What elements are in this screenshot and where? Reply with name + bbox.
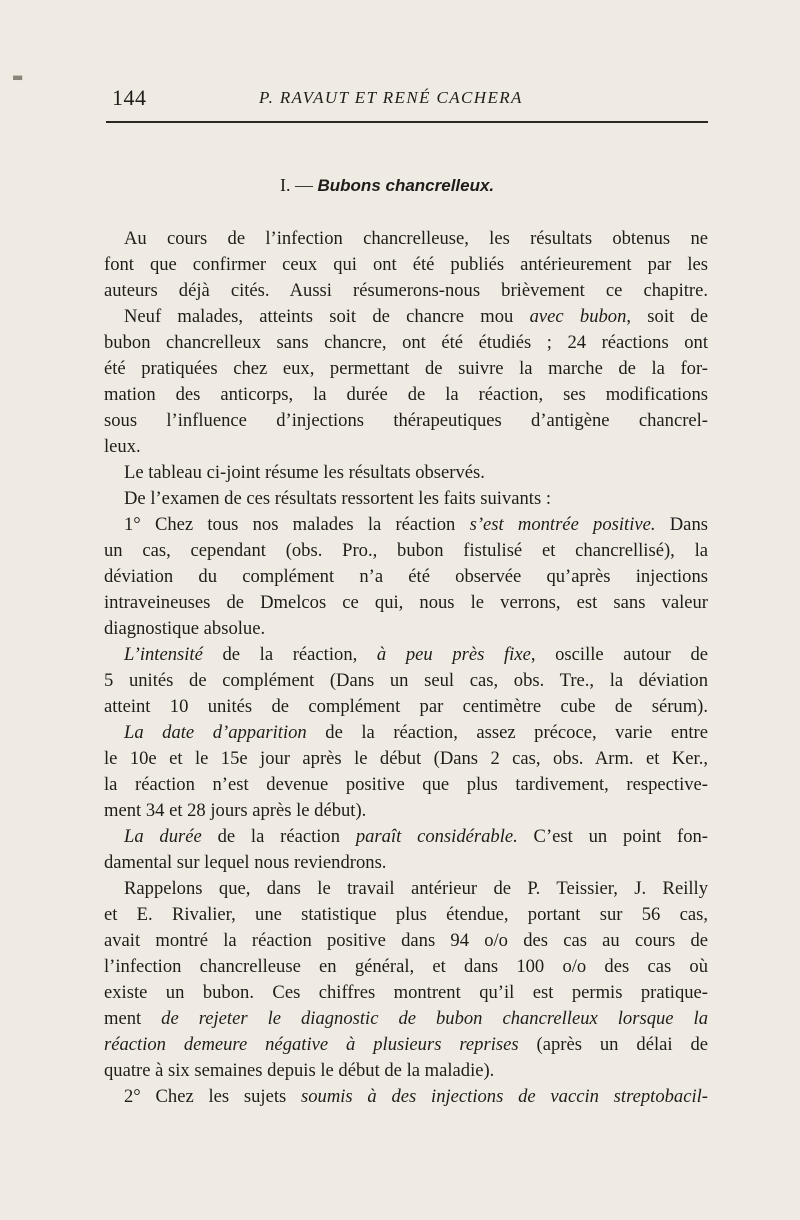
text-line [104, 694, 708, 720]
italic-run: de rejeter le diagnostic de bubon chancrelleux lorsque la [161, 1008, 708, 1029]
text-line [104, 1006, 708, 1032]
text-run: de la réaction [201, 826, 356, 847]
text-run: , soit de [626, 306, 708, 327]
text-line [104, 252, 708, 278]
text-run: existe un bubon. Ces chiffres montrent qu’il est permis pratique- [104, 982, 708, 1003]
italic-run: paraît considérable. [355, 826, 518, 847]
italic-run: L’intensité [124, 644, 203, 665]
text-run: atteint 10 unités de complément par centimètre cube de sérum). [104, 696, 708, 717]
text-line [104, 226, 708, 252]
text-line [104, 538, 708, 564]
text-line [104, 278, 708, 304]
section-heading: Bubons chancrelleux. [317, 176, 495, 195]
italic-run: réaction demeure négative à plusieurs reprises [104, 1034, 519, 1055]
text-run: mation des anticorps, la durée de la réaction, ses modifications [104, 384, 708, 405]
text-run: sous l’influence d’injections thérapeutiques d’antigène chancrel- [104, 410, 708, 431]
text-line [104, 434, 708, 460]
text-run: 5 unités de complément (Dans un seul cas, obs. Tre., la déviation [104, 670, 708, 691]
text-run: de la réaction, [202, 644, 377, 665]
page-number: 144 [112, 85, 147, 110]
text-line [104, 512, 708, 538]
text-run: 2° Chez les sujets [124, 1086, 301, 1107]
italic-run: à peu près fixe [376, 644, 531, 665]
text-line [104, 1058, 708, 1084]
text-line [104, 746, 708, 772]
italic-run: soumis à des injections de vaccin streptobacil- [301, 1086, 709, 1107]
text-line [104, 902, 708, 928]
text-line [104, 564, 708, 590]
text-run: ment [104, 1008, 162, 1029]
text-run: déviation du complément n’a été observée qu’après injections [104, 566, 708, 587]
text-line [104, 382, 708, 408]
text-line [104, 486, 708, 512]
text-run: ment 34 et 28 jours après le début). [104, 800, 367, 821]
text-line [104, 330, 708, 356]
section-number: I. — [280, 175, 313, 195]
text-run: (après un délai de [518, 1034, 709, 1055]
text-run: un cas, cependant (obs. Pro., bubon fistulisé et chancrellisé), la [104, 540, 708, 561]
text-line [104, 1032, 708, 1058]
body-text [104, 226, 708, 1110]
text-run: la réaction n’est devenue positive que plus tardivement, respective- [104, 774, 708, 795]
text-run: l’infection chancrelleuse en général, et dans 100 o/o des cas où [104, 956, 708, 977]
text-line [104, 642, 708, 668]
text-line [104, 720, 708, 746]
text-run: De l’examen de ces résultats ressortent les faits suivants : [124, 488, 552, 509]
running-head: P. RAVAUT ET RENÉ CACHERA [259, 88, 523, 107]
text-run: avait montré la réaction positive dans 94 o/o des cas au cours de [104, 930, 708, 951]
text-line [104, 408, 708, 434]
text-run: été pratiquées chez eux, permettant de suivre la marche de la for- [104, 358, 708, 379]
text-run: de la réaction, assez précoce, varie entre [306, 722, 708, 743]
italic-run: s’est montrée positive. [469, 514, 656, 535]
text-line [104, 876, 708, 902]
page-header [112, 86, 708, 110]
text-run: intraveineuses de Dmelcos ce qui, nous le verrons, est sans valeur [104, 592, 708, 613]
text-run: et E. Rivalier, une statistique plus étendue, portant sur 56 cas, [104, 904, 708, 925]
text-run: Rappelons que, dans le travail antérieur de P. Teissier, J. Reilly [124, 878, 708, 899]
text-line [104, 928, 708, 954]
text-run: leux. [104, 436, 141, 457]
text-run: bubon chancrelleux sans chancre, ont été étudiés ; 24 réactions ont [104, 332, 708, 353]
text-run: , oscille autour de [530, 644, 709, 665]
text-line [104, 980, 708, 1006]
text-run: diagnostique absolue. [104, 618, 266, 639]
text-run: quatre à six semaines depuis le début de la maladie). [104, 1060, 495, 1081]
text-run: damental sur lequel nous reviendrons. [104, 852, 387, 873]
italic-run: La durée [124, 826, 202, 847]
text-run: C’est un point fon- [517, 826, 708, 847]
italic-run: avec bubon [529, 306, 627, 327]
text-line [104, 356, 708, 382]
italic-run: La date d’apparition [124, 722, 307, 743]
text-line [104, 304, 708, 330]
text-run: Le tableau ci-joint résume les résultats observés. [124, 462, 485, 483]
text-run: Neuf malades, atteints soit de chancre mou [124, 306, 530, 327]
text-line [104, 590, 708, 616]
section-title [280, 173, 550, 197]
text-line [104, 798, 708, 824]
text-line [104, 616, 708, 642]
header-rule [106, 121, 708, 123]
text-run: le 10e et le 15e jour après le début (Dans 2 cas, obs. Arm. et Ker., [104, 748, 708, 769]
text-line [104, 850, 708, 876]
text-line [104, 954, 708, 980]
text-run: 1° Chez tous nos malades la réaction [124, 514, 470, 535]
text-line [104, 772, 708, 798]
text-run: auteurs déjà cités. Aussi résumerons-nous brièvement ce chapitre. [104, 280, 708, 301]
text-line [104, 460, 708, 486]
text-line [104, 1084, 708, 1110]
text-line [104, 668, 708, 694]
margin-mark: ▬ [12, 70, 24, 84]
text-run: font que confirmer ceux qui ont été publiés antérieurement par les [104, 254, 708, 275]
text-run: Dans [655, 514, 708, 535]
text-run: Au cours de l’infection chancrelleuse, les résultats obtenus ne [124, 228, 708, 249]
text-line [104, 824, 708, 850]
